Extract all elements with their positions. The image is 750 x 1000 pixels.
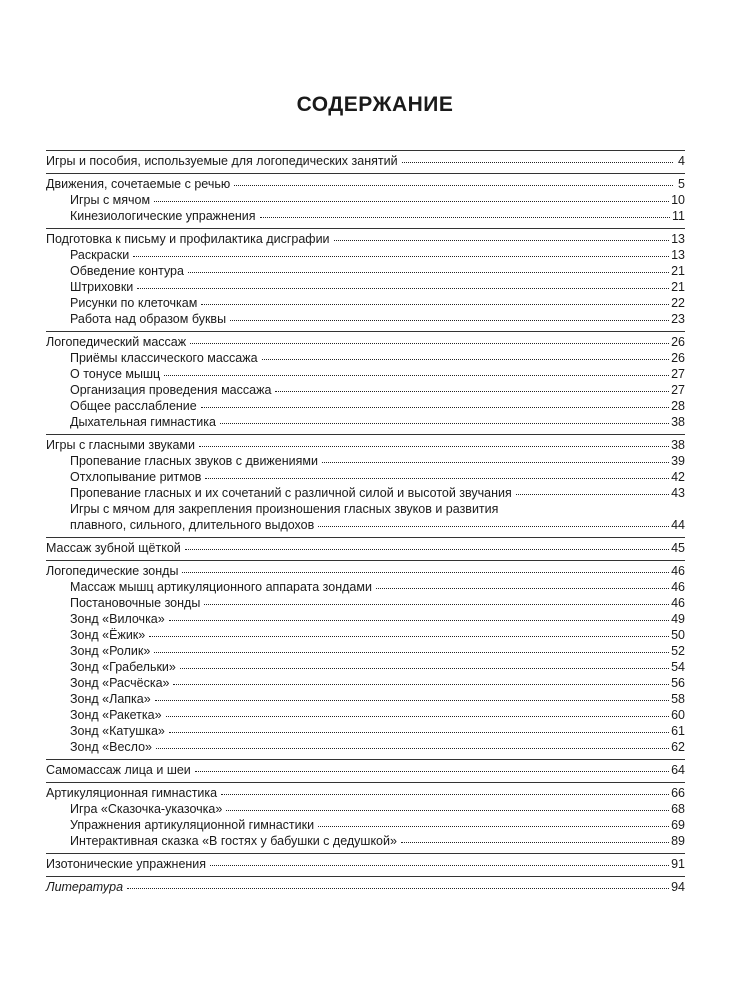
toc-entry-title: Штриховки	[70, 280, 134, 294]
toc-subentry[interactable]	[46, 350, 685, 366]
toc-subentry[interactable]	[46, 485, 685, 501]
page-number: 89	[671, 834, 685, 848]
dot-leader	[318, 816, 669, 827]
toc-entry[interactable]	[46, 437, 685, 453]
dot-leader	[262, 349, 670, 360]
dot-leader	[155, 690, 669, 701]
page-number: 27	[671, 383, 685, 397]
page-number: 38	[671, 415, 685, 429]
page-number: 26	[671, 335, 685, 349]
dot-leader	[204, 594, 669, 605]
page-number: 22	[671, 296, 685, 310]
toc-section	[46, 876, 685, 899]
toc-subentry[interactable]	[46, 817, 685, 833]
page-number: 46	[671, 580, 685, 594]
dot-leader	[137, 278, 669, 289]
toc-entry-title: Кинезиологические упражнения	[70, 209, 256, 223]
page-number: 68	[671, 802, 685, 816]
toc-entry-title: Дыхательная гимнастика	[70, 415, 216, 429]
toc-subentry[interactable]	[46, 311, 685, 327]
dot-leader	[166, 706, 670, 717]
page-number: 21	[671, 280, 685, 294]
dot-leader	[402, 152, 673, 163]
toc-entry-title: Интерактивная сказка «В гостях у бабушки с дедушкой»	[70, 834, 397, 848]
toc-entry-title: Игры и пособия, используемые для логопедических занятий	[46, 154, 398, 168]
toc-entry-title: Постановочные зонды	[70, 596, 201, 610]
toc-entry[interactable]	[46, 153, 685, 169]
dot-leader	[156, 738, 669, 749]
page-number: 38	[671, 438, 685, 452]
dot-leader	[334, 230, 670, 241]
toc-entry-title: Рисунки по клеточкам	[70, 296, 198, 310]
page-number: 23	[671, 312, 685, 326]
toc-subentry[interactable]	[46, 192, 685, 208]
toc-subentry[interactable]	[46, 469, 685, 485]
toc-entry-title: Зонд «Ракетка»	[70, 708, 162, 722]
toc-subentry[interactable]	[46, 453, 685, 469]
toc-entry-title: Массаж зубной щёткой	[46, 541, 181, 555]
page-number: 13	[671, 232, 685, 246]
page-number: 13	[671, 248, 685, 262]
page-number: 64	[671, 763, 685, 777]
toc-subentry[interactable]	[46, 707, 685, 723]
toc-subentry[interactable]	[46, 723, 685, 739]
toc-entry-title: Зонд «Расчёска»	[70, 676, 170, 690]
page-number: 66	[671, 786, 685, 800]
toc-subentry[interactable]	[46, 739, 685, 755]
dot-leader	[201, 397, 669, 408]
page-number: 46	[671, 596, 685, 610]
page-number: 60	[671, 708, 685, 722]
toc-entry-title: Игры с мячом для закрепления произношения гласных звуков и развития	[70, 502, 499, 516]
toc-section	[46, 228, 685, 331]
toc-entry-title: Логопедические зонды	[46, 564, 179, 578]
toc-section	[46, 434, 685, 537]
toc-subentry[interactable]	[46, 247, 685, 263]
toc-entry-title: Артикуляционная гимнастика	[46, 786, 218, 800]
page-number: 49	[671, 612, 685, 626]
dot-leader	[376, 578, 669, 589]
dot-leader	[182, 562, 669, 573]
toc-subentry[interactable]	[46, 414, 685, 430]
toc-subentry[interactable]	[46, 595, 685, 611]
toc-section	[46, 759, 685, 782]
toc-entry-title: Приёмы классического массажа	[70, 351, 258, 365]
toc-section	[46, 537, 685, 560]
toc-section	[46, 560, 685, 759]
toc-entry-title: Игры с мячом	[70, 193, 151, 207]
toc-section	[46, 853, 685, 876]
toc-subentry[interactable]	[46, 579, 685, 595]
toc-subentry[interactable]	[46, 675, 685, 691]
toc-subentry[interactable]	[46, 295, 685, 311]
dot-leader	[275, 381, 669, 392]
page-number: 26	[671, 351, 685, 365]
dot-leader	[195, 761, 669, 772]
toc-entry-title: Отхлопывание ритмов	[70, 470, 202, 484]
toc-section	[46, 782, 685, 853]
page-number: 11	[672, 209, 685, 223]
toc-entry-title: Общее расслабление	[70, 399, 197, 413]
toc-subentry[interactable]	[46, 517, 685, 533]
toc-entry-title: Зонд «Катушка»	[70, 724, 165, 738]
dot-leader	[154, 191, 669, 202]
toc-subentry[interactable]	[46, 208, 685, 224]
page-number: 42	[671, 470, 685, 484]
dot-leader	[201, 294, 669, 305]
toc-subentry[interactable]	[46, 398, 685, 414]
page-title: СОДЕРЖАНИЕ	[296, 93, 454, 116]
toc-entry-title: Зонд «Вилочка»	[70, 612, 165, 626]
dot-leader	[401, 832, 669, 843]
dot-leader	[154, 642, 669, 653]
toc-entry[interactable]	[46, 176, 685, 192]
toc-subentry[interactable]	[46, 801, 685, 817]
dot-leader	[133, 246, 669, 257]
toc-entry-title: Логопедический массаж	[46, 335, 187, 349]
page-number: 4	[678, 154, 685, 168]
dot-leader	[220, 413, 669, 424]
toc-subentry[interactable]	[46, 833, 685, 849]
page-number: 52	[671, 644, 685, 658]
dot-leader	[149, 626, 669, 637]
toc-entry[interactable]	[46, 762, 685, 778]
dot-leader	[260, 207, 670, 218]
dot-leader	[226, 800, 669, 811]
dot-leader	[190, 333, 669, 344]
toc-section	[46, 331, 685, 434]
dot-leader	[188, 262, 669, 273]
dot-leader	[185, 539, 669, 550]
page-number: 58	[671, 692, 685, 706]
toc-entry[interactable]	[46, 231, 685, 247]
toc-entry-title: Зонд «Ёжик»	[70, 628, 146, 642]
dot-leader	[230, 310, 669, 321]
toc-entry-title: Упражнения артикуляционной гимнастики	[70, 818, 315, 832]
dot-leader	[180, 658, 669, 669]
toc-entry-title: Изотонические упражнения	[46, 857, 207, 871]
dot-leader	[127, 878, 669, 889]
toc-entry-title: Игра «Сказочка-указочка»	[70, 802, 223, 816]
toc-subentry[interactable]	[46, 279, 685, 295]
toc-entry[interactable]	[46, 879, 685, 895]
dot-leader	[164, 365, 669, 376]
toc-entry[interactable]	[46, 563, 685, 579]
toc-subentry[interactable]	[46, 659, 685, 675]
page-number: 56	[671, 676, 685, 690]
dot-leader	[205, 468, 669, 479]
dot-leader	[173, 674, 669, 685]
page-number: 54	[671, 660, 685, 674]
toc-entry-title: Массаж мышц артикуляционного аппарата зондами	[70, 580, 372, 594]
toc-entry-title: Пропевание гласных звуков с движениями	[70, 454, 318, 468]
toc-section	[46, 173, 685, 228]
toc-subentry[interactable]	[46, 263, 685, 279]
toc-entry-title: Зонд «Грабельки»	[70, 660, 176, 674]
toc-subentry[interactable]	[46, 643, 685, 659]
page-number: 45	[671, 541, 685, 555]
toc-entry-line	[46, 501, 685, 517]
toc-subentry[interactable]	[46, 382, 685, 398]
page-number: 91	[671, 857, 685, 871]
page-number: 21	[671, 264, 685, 278]
toc-entry-title: Игры с гласными звуками	[46, 438, 196, 452]
page-number: 94	[671, 880, 685, 894]
page-number: 10	[671, 193, 685, 207]
toc-entry-title: Обведение контура	[70, 264, 184, 278]
toc-entry[interactable]	[46, 540, 685, 556]
page-number: 69	[671, 818, 685, 832]
dot-leader	[234, 175, 673, 186]
dot-leader	[210, 855, 669, 866]
toc-entry[interactable]	[46, 334, 685, 350]
toc-subentry[interactable]	[46, 366, 685, 382]
toc-entry-title: Раскраски	[70, 248, 130, 262]
page-number: 46	[671, 564, 685, 578]
toc-entry-title: Организация проведения массажа	[70, 383, 272, 397]
toc-entry-title: Пропевание гласных и их сочетаний с различной силой и высотой звучания	[70, 486, 512, 500]
toc-entry-title: Зонд «Лапка»	[70, 692, 151, 706]
toc-entry-title: Движения, сочетаемые с речью	[46, 177, 231, 191]
toc-subentry[interactable]	[46, 691, 685, 707]
page-number: 39	[671, 454, 685, 468]
toc-entry-title: О тонусе мышц	[70, 367, 161, 381]
table-of-contents	[46, 150, 685, 899]
page-number: 50	[671, 628, 685, 642]
dot-leader	[169, 722, 669, 733]
dot-leader	[199, 436, 669, 447]
page-number: 62	[671, 740, 685, 754]
toc-entry-title: плавного, сильного, длительного выдохов	[70, 518, 315, 532]
toc-subentry[interactable]	[46, 627, 685, 643]
page-number: 61	[671, 724, 685, 738]
toc-entry-title: Зонд «Весло»	[70, 740, 153, 754]
dot-leader	[169, 610, 669, 621]
page-number: 27	[671, 367, 685, 381]
toc-entry[interactable]	[46, 785, 685, 801]
toc-entry-title: Работа над образом буквы	[70, 312, 227, 326]
dot-leader	[221, 784, 669, 795]
toc-entry-title: Зонд «Ролик»	[70, 644, 151, 658]
page-number: 44	[671, 518, 685, 532]
toc-entry[interactable]	[46, 856, 685, 872]
page-number: 5	[678, 177, 685, 191]
page-number: 43	[671, 486, 685, 500]
toc-subentry[interactable]	[46, 611, 685, 627]
dot-leader	[516, 484, 669, 495]
toc-section	[46, 150, 685, 173]
dot-leader	[318, 516, 669, 527]
toc-entry-title: Подготовка к письму и профилактика дисграфии	[46, 232, 330, 246]
toc-entry-title: Литература	[46, 880, 124, 894]
toc-entry-title: Самомассаж лица и шеи	[46, 763, 191, 777]
page-number: 28	[671, 399, 685, 413]
dot-leader	[322, 452, 669, 463]
